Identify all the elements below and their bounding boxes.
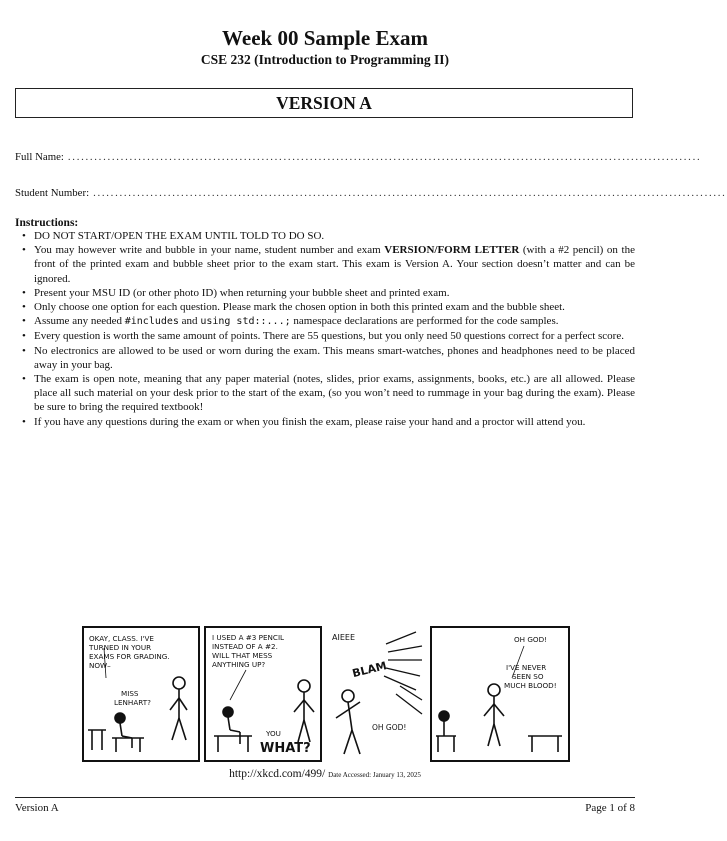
svg-text:ANYTHING UP?: ANYTHING UP? [212,660,266,669]
svg-text:AIEEE: AIEEE [332,633,355,642]
instructions-heading: Instructions: [15,217,79,229]
bullet-icon: • [22,286,26,299]
svg-text:I'VE NEVER: I'VE NEVER [506,663,547,672]
instruction-item: • If you have any questions during the exam or when you finish the exam, please raise your hand and a proctor will attend you. [22,415,586,428]
svg-text:OH GOD!: OH GOD! [514,635,547,644]
footer-version: Version A [15,802,59,814]
svg-text:OKAY, CLASS. I'VE: OKAY, CLASS. I'VE [89,634,154,643]
bullet-icon: • [22,344,26,357]
full-name-field [15,151,702,163]
comic-panel-2 [204,626,322,762]
footer-page-number: Page 1 of 8 [585,802,635,814]
xkcd-comic [82,626,570,762]
full-name-label: Full Name: [15,151,64,163]
student-number-dotted-line: ................................................................................................................................................ [93,187,727,199]
version-box: VERSION A [15,88,633,118]
comic-url[interactable]: http://xkcd.com/499/ [229,768,326,780]
svg-text:WILL THAT MESS: WILL THAT MESS [212,651,273,660]
comic-panel-3 [326,626,426,762]
student-number-label: Student Number: [15,187,90,199]
comic-caption [0,768,650,780]
bullet-icon: • [22,244,26,257]
svg-text:MISS: MISS [121,689,139,698]
student-number-field [15,187,727,199]
footer-divider [15,797,635,798]
instructions-list [15,229,635,429]
instruction-item: • You may however write and bubble in your name, student number and exam VERSION/FORM LETTER (with a #2 pencil) on the front of the printed exam and bubble sheet prior to the exam start. This exam is Version A. Your section doesn’t matter and can be ignored. [22,244,635,285]
instruction-item: • DO NOT START/OPEN THE EXAM UNTIL TOLD TO DO SO. [22,230,325,242]
bullet-icon: • [22,415,26,428]
instruction-item: • Assume any needed #includes and using std::...; namespace declarations are performed for the code samples. [22,315,559,328]
instruction-item: • Every question is worth the same amount of points. There are 55 questions, but you only need 50 questions correct for a perfect score. [22,330,624,343]
instruction-item: • Only choose one option for each question. Please mark the chosen option in both this printed exam and the bubble sheet. [22,301,565,314]
svg-text:BLAM: BLAM [350,659,388,681]
svg-text:INSTEAD OF A #2.: INSTEAD OF A #2. [212,642,278,651]
full-name-dotted-line: ................................................................................................................................................ [67,151,702,163]
bullet-icon: • [22,230,26,242]
bullet-icon: • [22,315,26,328]
instruction-item: • Present your MSU ID (or other photo ID) when returning your bubble sheet and printed exam. [22,286,450,299]
comic-panel-4 [430,626,570,762]
bullet-icon: • [22,301,26,314]
comic-panel-1 [82,626,200,762]
exam-title: Week 00 Sample Exam [222,26,428,50]
bullet-icon: • [22,330,26,343]
svg-text:NOW–: NOW– [89,661,111,670]
instruction-item: • No electronics are allowed to be used or worn during the exam. This means smart-watches, phones and headphones need to be placed away in your bag. [22,344,635,371]
svg-text:TURNED IN YOUR: TURNED IN YOUR [89,643,152,652]
svg-text:OH GOD!: OH GOD! [372,723,407,732]
bullet-icon: • [22,373,26,386]
date-accessed: Date Accessed: January 13, 2025 [328,771,421,779]
svg-text:YOU: YOU [266,729,281,738]
instruction-item: • The exam is open note, meaning that any paper material (notes, slides, prior exams, assignments, books, etc.) are all allowed. Please place all such material on your desk prior to the start of the exam, (so you won’t need to rummage in your bag during the exam). Please be sure to bring the required textbook! [22,373,635,414]
svg-text:I USED A #3 PENCIL: I USED A #3 PENCIL [212,633,285,642]
svg-text:SEEN SO: SEEN SO [512,672,544,681]
svg-text:EXAMS FOR GRADING.: EXAMS FOR GRADING. [89,652,170,661]
svg-text:MUCH BLOOD!: MUCH BLOOD! [504,681,557,690]
course-subtitle: CSE 232 (Introduction to Programming II) [200,52,450,67]
svg-text:WHAT?: WHAT? [260,741,311,756]
svg-text:LENHART?: LENHART? [114,698,151,707]
